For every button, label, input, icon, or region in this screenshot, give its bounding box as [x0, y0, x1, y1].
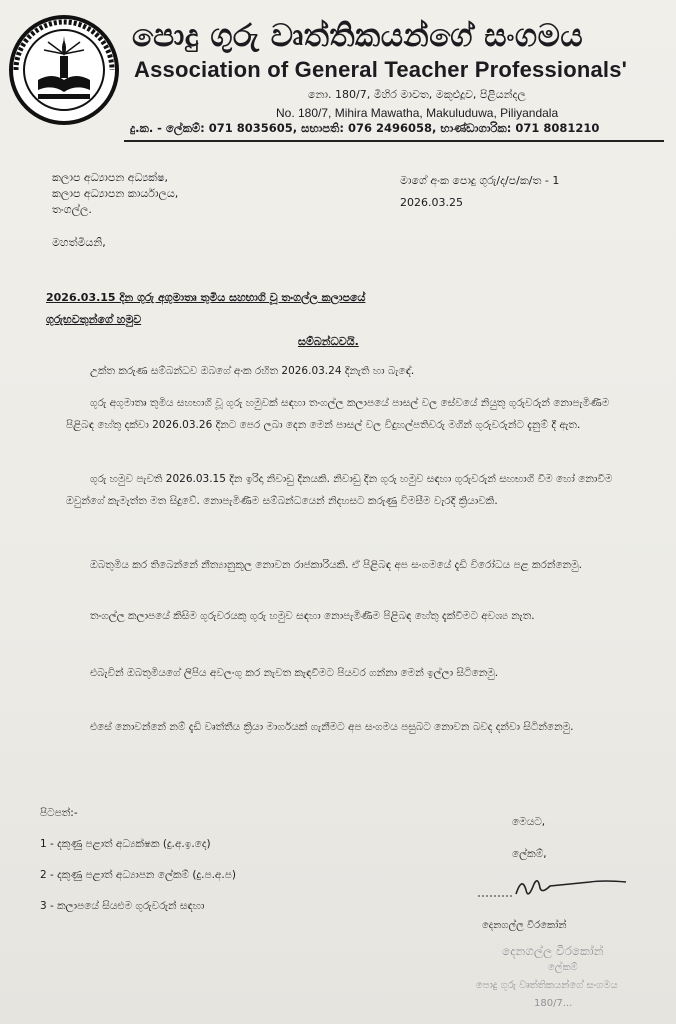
paragraph-text: ගුරු අගුමාතෘ තුමිය සහභාගි වූ ගුරු හමුවක් සඳහා තංගල්ල කලාපයේ පාසල් වල සේවයේ නියුතු ගුරුවරුන් නොපැමිණීම පිළිබඳ හේතු දක්වා 2026.03.26 දිනට පෙර ලබා දෙන මෙන් පාසල් වල විදුහල්පතිවරු මගින් ගුරුවරුන්ට දැනුම් දී ඇත.	[66, 397, 610, 431]
paragraph-text: ඔබතුමිය කර තිබෙන්නේ නීත්‍යානුකූල නොවන රාජකාරියකි. ඒ පිළිබඳ අප සංගමයේ දැඩි විරෝධය පළ කරන්නෙමු.	[90, 559, 582, 571]
body-paragraph	[66, 605, 632, 627]
address-sinhala: නො. 180/7, මිහිර මාවත, මකුළුදූව, පිළියන්දල	[308, 88, 526, 101]
paragraph-text: ගුරු හමුව පැවති 2026.03.15 දින ඉරිදා නිවාඩු දිනයකි. නිවාඩු දින ගුරු හමුව සඳහා ගුරුවරුන් සහභාගි වීම හෝ නොවීම ඔවුන්ගේ කැමැත්ත මත සිදුවේ. නොපැමිණීම සම්බන්ධයෙන් නිදහසට කරුණු විමසීම වැරදි ක්‍රියාවකි.	[66, 473, 613, 507]
reference-number: මාගේ අංක පොදු ගුරු/ද/ප/ක/ත - 1	[400, 174, 560, 187]
stamp-line: පොදු ගුරු වෘත්තිකයන්ගේ සංගමය	[476, 980, 618, 991]
closing: මෙයට,	[512, 816, 546, 828]
copies-list	[40, 798, 236, 922]
signatory-name: දෙනගල්ල වීරකෝන්	[482, 920, 567, 931]
paragraph-text: තංගල්ල කලාපයේ කිසිම ගුරුවරයකු ගුරු හමුව සඳහා නොපැමිණීම පිළිබඳ හේතු දැක්වීමට අවශ්‍ය නැත.	[90, 610, 535, 622]
signoff-block	[512, 806, 547, 870]
body-paragraph	[66, 392, 632, 436]
header-divider	[124, 140, 664, 142]
subject-line: 2026.03.15 දින ගුරු අගුමාතෘ තුමිය සහභාගි වූ තංගල්ල කලාපයේ ගුරුභවතුන්ගේ හමුව	[46, 291, 366, 326]
body-paragraph	[66, 554, 632, 576]
association-logo	[8, 14, 120, 126]
association-name-english: Association of General Teacher Professionals'	[134, 57, 628, 82]
association-name-sinhala: පොදු ගුරු වෘත්තිකයන්ගේ සංගමය	[132, 18, 584, 54]
body-paragraph	[66, 468, 632, 512]
paragraph-text: උක්ත කරුණ සම්බන්ධව ඔබගේ අංක රහිත 2026.03.24 දිනැති හා බැඳේ.	[90, 365, 415, 377]
salutation: මහත්මියනි,	[52, 236, 106, 249]
letter-date: 2026.03.25	[400, 196, 463, 209]
subject-line: සම්බන්ධවයි.	[298, 335, 359, 348]
official-stamp	[468, 938, 668, 1024]
handwritten-signature	[474, 872, 634, 902]
paragraph-text: එබැවින් ඔබතුමියගේ ලිපිය අවලංගු කර නැවත කැඳවීමට පියවර ගන්නා මෙන් ඉල්ලා සිටිනෙමු.	[90, 667, 499, 679]
contact-numbers: දු.ක. - ලේකම්: 071 8035605, සභාපති: 076 2496058, භාණ්ඩාගාරික: 071 8081210	[130, 121, 600, 135]
copy-item: 3 - කලාපයේ සියළුම ගුරුවරුන් සඳහා	[40, 900, 205, 912]
recipient-block	[52, 170, 178, 218]
recipient-line: කලාප අධ්‍යාපන අධ්‍යක්ෂ,	[52, 171, 169, 184]
body-paragraph	[66, 716, 632, 738]
recipient-line: කලාප අධ්‍යාපන කාර්යාලය,	[52, 187, 179, 200]
body-paragraph	[66, 360, 632, 382]
copies-heading: පිටපත්:-	[40, 807, 78, 819]
stamp-line: දෙනගල්ල වීරකෝන්	[502, 944, 604, 958]
address-english: No. 180/7, Mihira Mawatha, Makuluduwa, Piliyandala	[276, 106, 559, 120]
reference-block	[400, 170, 559, 214]
body-paragraph	[66, 662, 632, 684]
copy-item: 1 - දකුණු පළාත් අධ්‍යක්ෂක (දු.අ.ඉ.දෙ)	[40, 838, 211, 850]
stamp-line: ලේකම්	[548, 962, 578, 973]
stamp-line: 180/7...	[534, 998, 573, 1009]
paragraph-text: එසේ නොවන්නේ නම් දැඩි වෘත්තීය ක්‍රියා මාර්ගයක් ගැනීමට අප සංගමය පසුබට නොවන බවද දන්වා සිටින්නෙමු.	[90, 721, 574, 733]
copy-item: 2 - දකුණු පළාත් අධ්‍යාපන ලේකම් (දු.ප.අ.ප)	[40, 869, 236, 881]
signatory-title: ලේකම්,	[512, 848, 547, 860]
recipient-line: තංගල්ල.	[52, 203, 92, 216]
subject-heading	[46, 287, 434, 353]
